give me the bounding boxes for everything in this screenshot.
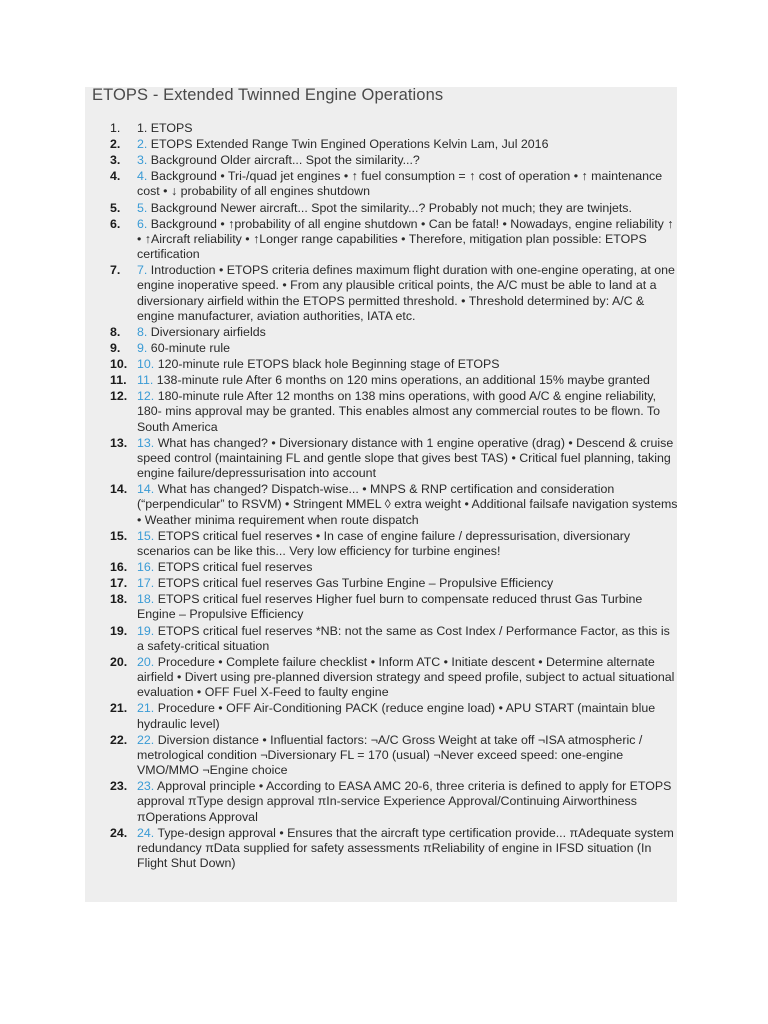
- slide-link[interactable]: 10.: [137, 357, 155, 372]
- item-number: 18.: [110, 592, 128, 607]
- item-number: 14.: [110, 482, 128, 497]
- list-item: [110, 169, 678, 199]
- item-text: Diversionary airfields: [150, 324, 266, 339]
- item-text: ETOPS critical fuel reserves Gas Turbine Engine – Propulsive Efficiency: [157, 576, 554, 591]
- item-text: Procedure • OFF Air-Conditioning PACK (reduce engine load) • APU START (maintain blue hydraulic level): [137, 701, 656, 731]
- list-item: [110, 560, 678, 575]
- slide-link[interactable]: 19.: [137, 623, 155, 638]
- item-text: 1. ETOPS: [137, 121, 193, 135]
- slide-link[interactable]: 7.: [137, 263, 148, 278]
- item-number: 23.: [110, 779, 128, 794]
- slide-link[interactable]: 14.: [137, 482, 155, 497]
- slide-link[interactable]: 22.: [137, 732, 155, 747]
- item-number: 12.: [110, 389, 128, 404]
- item-text: ETOPS critical fuel reserves: [157, 560, 313, 575]
- slide-list: [110, 121, 678, 872]
- slide-link[interactable]: 15.: [137, 528, 155, 543]
- item-text: What has changed? • Diversionary distance with 1 engine operative (drag) • Descend & cruise speed control (maintaining FL and gentle slope that gives best TAS) • Critical fuel planning, taking engine failure/depressurisation into account: [137, 435, 674, 481]
- slide-link[interactable]: 9.: [137, 340, 148, 355]
- item-text: Procedure • Complete failure checklist • Inform ATC • Initiate descent • Determine alternate airfield • Divert using pre-planned diversion strategy and speed profile, subject to actual situational evaluation • OFF Fuel X-Feed to faulty engine: [137, 654, 675, 700]
- item-text: What has changed? Dispatch-wise... • MNPS & RNP certification and consideration (“perpendicular” to RSVM) • Stringent MMEL ◊ extra weight • Additional failsafe navigation systems • Weather minima requirement when route dispatch: [137, 482, 678, 527]
- item-number: 7.: [110, 263, 121, 278]
- item-text: Background Older aircraft... Spot the similarity...?: [150, 153, 420, 168]
- slide-link[interactable]: 24.: [137, 825, 155, 840]
- slide-link[interactable]: 16.: [137, 560, 155, 575]
- item-text: Diversion distance • Influential factors: ¬A/C Gross Weight at take off ¬ISA atmospheric / metrological condition ¬Diversionary FL = 170 (usual) ¬Never exceed speed: one-engine VMO/MMO ¬Engine choice: [137, 732, 643, 778]
- slide-link[interactable]: 3.: [137, 153, 148, 168]
- item-number: 24.: [110, 825, 128, 840]
- slide-link[interactable]: 5.: [137, 200, 148, 215]
- item-text: Background • Tri-/quad jet engines • ↑ fuel consumption = ↑ cost of operation • ↑ maintenance cost • ↓ probability of all engines shutdown: [137, 169, 663, 199]
- item-text: ETOPS critical fuel reserves *NB: not the same as Cost Index / Performance Factor, as this is a safety-critical situation: [137, 623, 670, 653]
- item-text: Background Newer aircraft... Spot the similarity...? Probably not much; they are twinjets.: [150, 200, 632, 215]
- document-title: ETOPS - Extended Twinned Engine Operations: [92, 86, 444, 104]
- list-item: [110, 217, 678, 263]
- item-number: 19.: [110, 623, 128, 638]
- slide-link[interactable]: 8.: [137, 324, 148, 339]
- item-number: 15.: [110, 528, 128, 543]
- item-number: 10.: [110, 357, 128, 372]
- slide-link[interactable]: 12.: [137, 389, 155, 404]
- list-item: [110, 121, 678, 136]
- slide-link[interactable]: 17.: [137, 576, 155, 591]
- item-number: 8.: [110, 324, 121, 339]
- item-text: Background • ↑probability of all engine shutdown • Can be fatal! • Nowadays, engine reliability ↑ • ↑Aircraft reliability • ↑Longer range capabilities • Therefore, mitigation plan possible: ETOPS certification: [137, 216, 674, 262]
- list-item: [110, 733, 678, 779]
- slide-link[interactable]: 23.: [137, 779, 155, 794]
- item-text: Approval principle • According to EASA AMC 20-6, three criteria is defined to apply for ETOPS approval πType design approval πIn-service Experience Approval/Continuing Airworthiness πOperations Approval: [137, 779, 672, 824]
- item-text: 138-minute rule After 6 months on 120 mins operations, an additional 15% maybe granted: [156, 373, 650, 388]
- list-item: [110, 341, 678, 356]
- item-text: ETOPS critical fuel reserves • In case of engine failure / depressurisation, diversionary scenarios can be like this... Very low efficiency for turbine engines!: [137, 528, 631, 558]
- item-text: Introduction • ETOPS criteria defines maximum flight duration with one-engine operating, at one engine inoperative speed. • From any plausible critical points, the A/C must be able to land at a diversionary airfield within the ETOPS permitted threshold. • Threshold determined by: A/C & engine manufacturer, aviation authorities, IATA etc.: [137, 263, 675, 323]
- slide-link[interactable]: 6.: [137, 216, 148, 231]
- item-number: 13.: [110, 435, 128, 450]
- list-item: [110, 201, 678, 216]
- item-number: 11.: [110, 373, 127, 388]
- item-number: 16.: [110, 560, 128, 575]
- item-text: 120-minute rule ETOPS black hole Beginning stage of ETOPS: [157, 357, 500, 372]
- list-item: [110, 436, 678, 482]
- list-item: [110, 826, 678, 872]
- list-item: [110, 357, 678, 372]
- slide-link[interactable]: 2.: [137, 137, 148, 152]
- item-number: 9.: [110, 340, 121, 355]
- list-item: [110, 624, 678, 654]
- list-item: [110, 373, 678, 388]
- item-text: 180-minute rule After 12 months on 138 mins operations, with good A/C & engine reliability, 180- mins approval may be granted. This enables almost any commercial routes to be flown. To South America: [137, 389, 660, 434]
- list-item: [110, 576, 678, 591]
- list-item: [110, 153, 678, 168]
- list-item: [110, 325, 678, 340]
- list-item: [110, 263, 678, 324]
- list-item: [110, 592, 678, 622]
- slide-link[interactable]: 21.: [137, 701, 155, 716]
- item-text: Type-design approval • Ensures that the aircraft type certification provide... πAdequate system redundancy πData supplied for safety assessments πReliability of engine in IFSD situation (In Flight Shut Down): [137, 825, 674, 871]
- slide-link[interactable]: 13.: [137, 435, 155, 450]
- item-number: 2.: [110, 137, 121, 152]
- item-number: 1.: [110, 121, 121, 135]
- list-item: [110, 389, 678, 435]
- item-number: 21.: [110, 701, 128, 716]
- item-number: 5.: [110, 200, 121, 215]
- list-item: [110, 779, 678, 825]
- item-number: 22.: [110, 732, 128, 747]
- slide-link[interactable]: 4.: [137, 169, 148, 184]
- item-text: ETOPS Extended Range Twin Engined Operations Kelvin Lam, Jul 2016: [150, 137, 549, 152]
- item-number: 4.: [110, 169, 121, 184]
- item-text: 60-minute rule: [150, 340, 230, 355]
- slide-link[interactable]: 11.: [137, 373, 154, 388]
- item-number: 3.: [110, 153, 121, 168]
- list-item: [110, 701, 678, 731]
- slide-link[interactable]: 18.: [137, 592, 155, 607]
- item-number: 17.: [110, 576, 128, 591]
- list-item: [110, 137, 678, 152]
- item-number: 20.: [110, 654, 128, 669]
- item-text: ETOPS critical fuel reserves Higher fuel burn to compensate reduced thrust Gas Turbine Engine – Propulsive Efficiency: [137, 592, 643, 622]
- list-item: [110, 482, 678, 528]
- item-number: 6.: [110, 216, 121, 231]
- slide-link[interactable]: 20.: [137, 654, 155, 669]
- list-item: [110, 529, 678, 559]
- list-item: [110, 655, 678, 701]
